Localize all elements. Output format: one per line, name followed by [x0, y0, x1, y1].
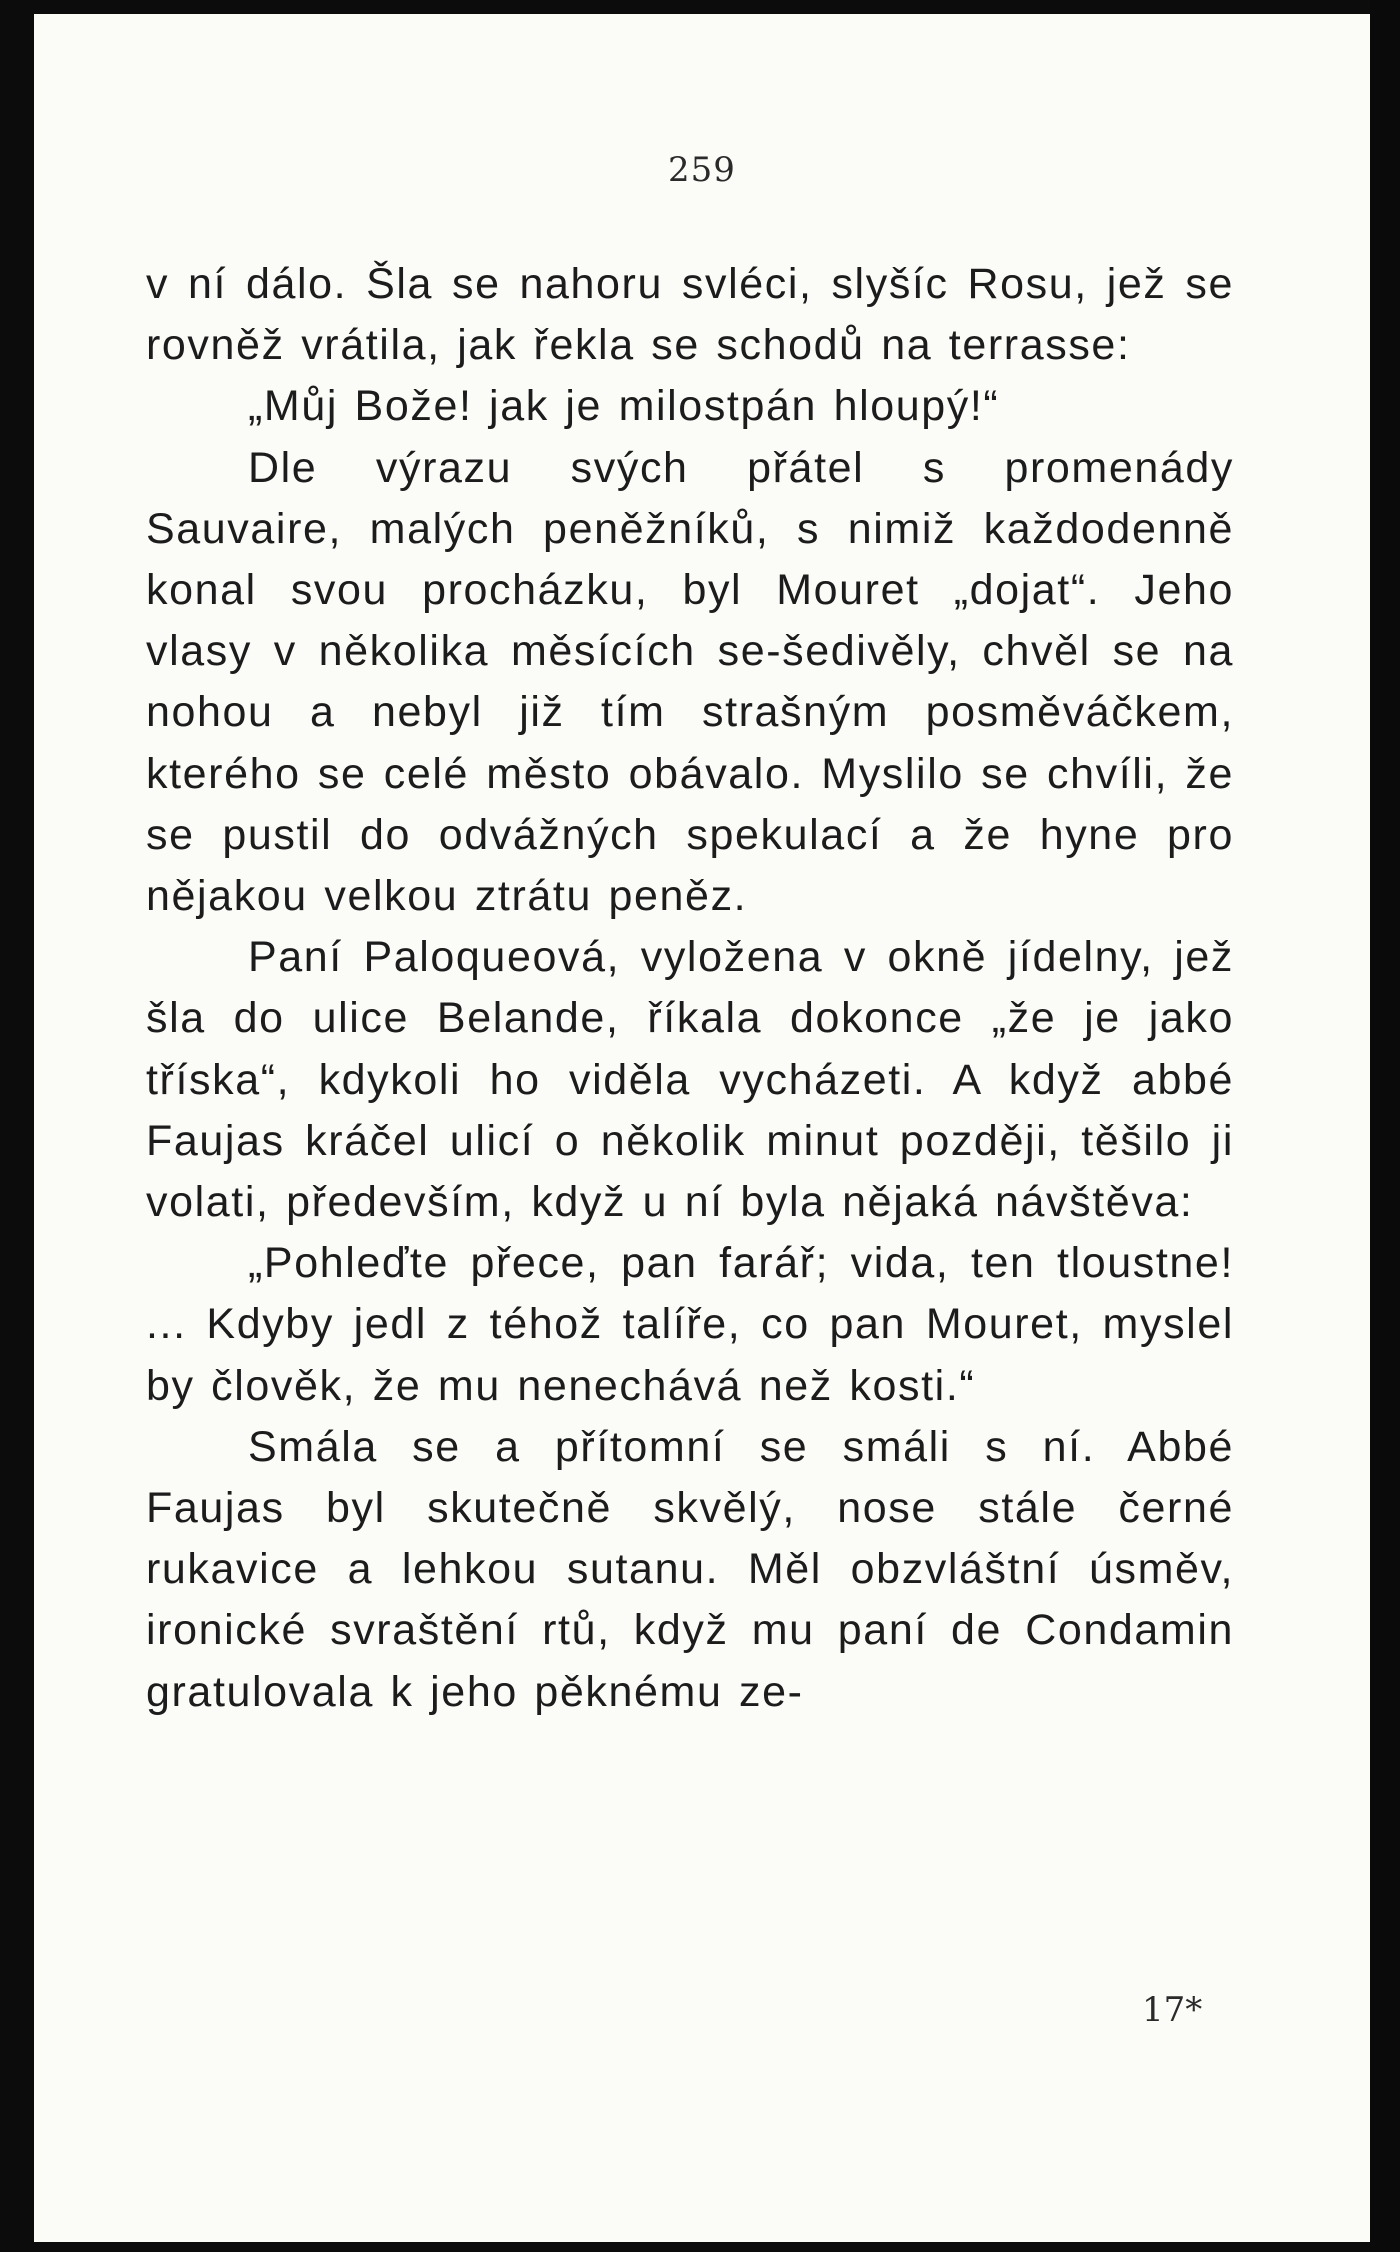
body-text [146, 254, 1234, 1723]
page-number: 259 [668, 150, 736, 190]
paragraph-1: v ní dálo. Šla se nahoru svléci, slyšíc Rosu, jež se rovněž vrátila, jak řekla se schodů na terrasse: [146, 260, 1234, 370]
paragraph-6: Smála se a přítomní se smáli s ní. Abbé Faujas byl skutečně skvělý, nose stále černé rukavice a lehkou sutanu. Měl obzvláštní úsměv, ironické svraštění rtů, když mu paní de Condamin gratulovala k jeho pěknému ze- [146, 1422, 1234, 1716]
paragraph-3: Dle výrazu svých přátel s promenády Sauvaire, malých peněžníků, s nimiž každodenně konal svou procházku, byl Mouret „dojat“. Jeho vlasy v několika měsících se-šedivěly, chvěl se na nohou a nebyl již tím strašným posměváčkem, kterého se celé město obávalo. Myslilo se chvíli, že se pustil do odvážných spekulací a že hyne pro nějakou velkou ztrátu peněz. [146, 443, 1234, 921]
paragraph-2: „Můj Bože! jak je milostpán hloupý!“ [248, 382, 1000, 431]
paragraph-5: „Pohleďte přece, pan farář; vida, ten tloustne! ... Kdyby jedl z téhož talíře, co pan Mouret, myslel by člověk, že mu nenechává než kosti.“ [146, 1239, 1234, 1410]
page-edge-shadow [1370, 0, 1400, 2252]
signature-mark: 17* [1142, 1990, 1203, 2030]
paragraph-4: Paní Paloqueová, vyložena v okně jídelny, jež šla do ulice Belande, říkala dokonce „že je jako tříska“, kdykoli ho viděla vycházeti. A když abbé Faujas kráčel ulicí o několik minut později, těšilo ji volati, především, když u ní byla nějaká návštěva: [146, 933, 1234, 1227]
book-page [34, 14, 1370, 2242]
